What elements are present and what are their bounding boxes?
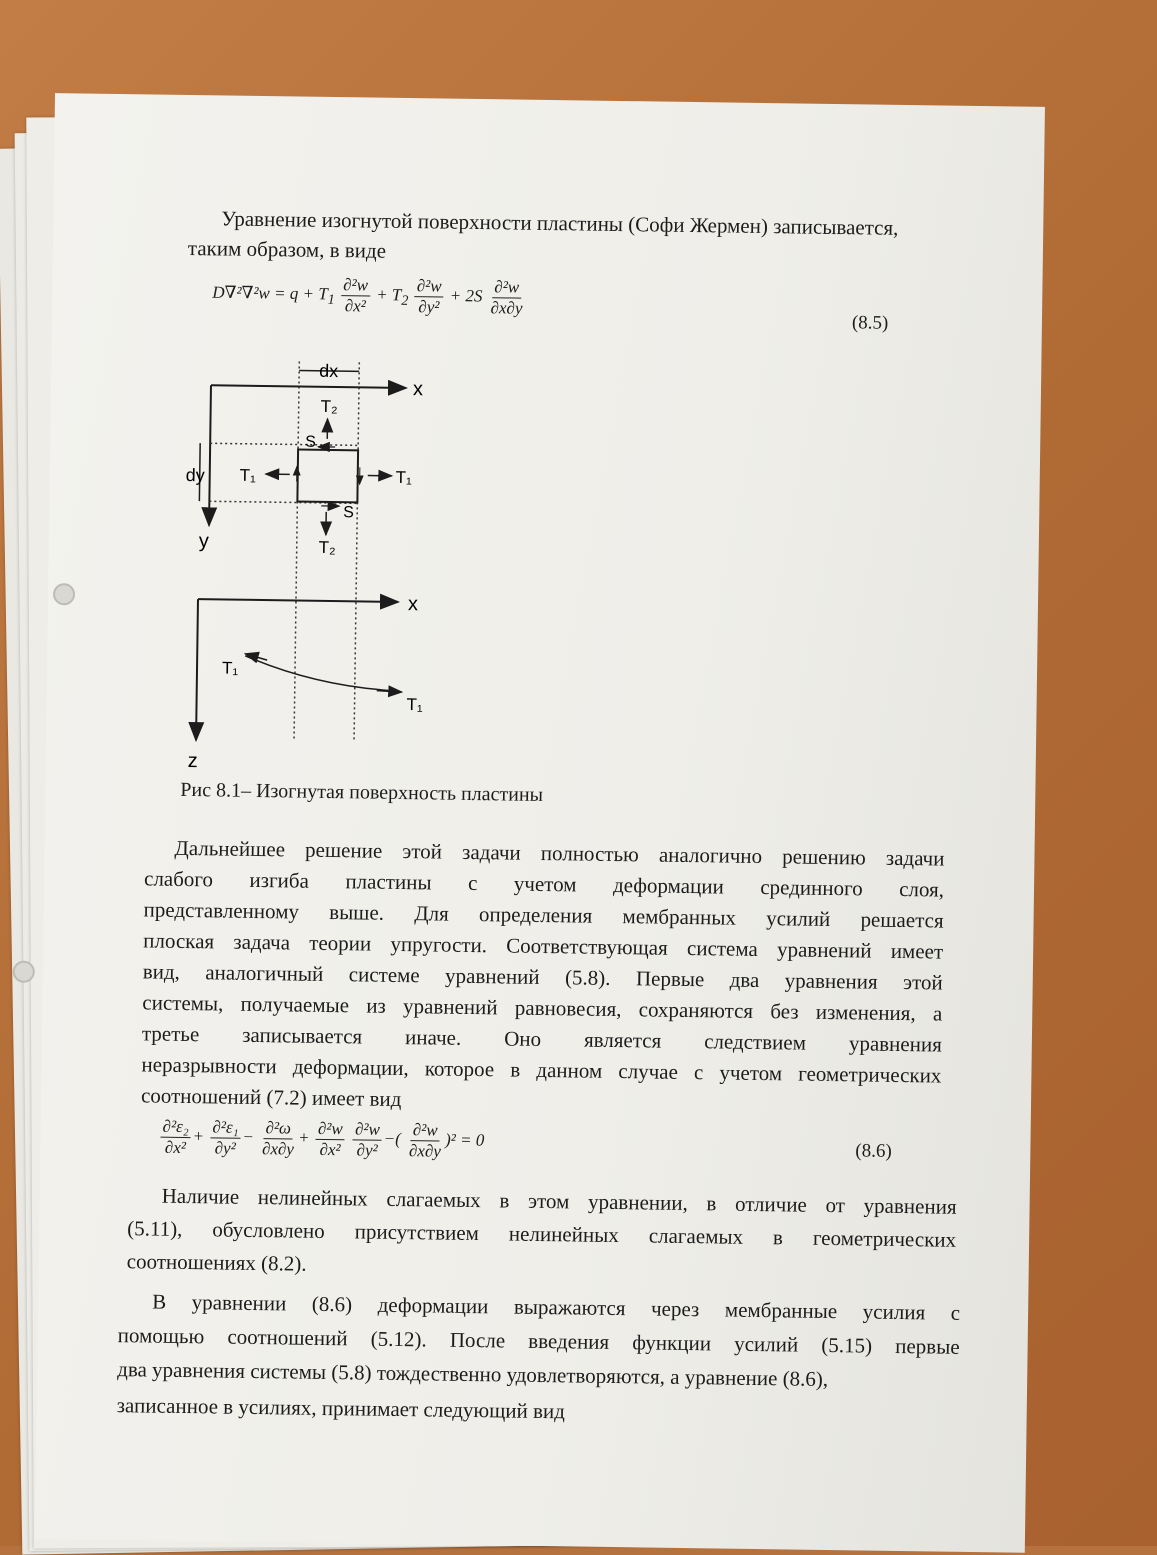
paragraph-line: соотношений (7.2) имеет вид [141,1080,402,1115]
paragraph-line: Наличие нелинейных слагаемых в этом уравнении, в отличие от уравнения [161,1181,956,1223]
s-bottom-label: S [343,504,354,521]
dx-label: dx [319,361,338,381]
paragraph-line: записанное в усилиях, принимает следующий вид [117,1390,566,1427]
t1-right-label: T₁ [396,468,413,487]
t1-left-label: T₁ [240,466,257,485]
t1-left-curve-label: T₁ [222,658,239,677]
y-axis-label: y [199,530,209,552]
binder-hole [53,583,75,605]
t2-top-label: T₂ [321,397,338,416]
intro-line: таким образом, в виде [188,233,387,267]
intro-line: Уравнение изогнутой поверхности пластины (Софи Жермен) записывается, [221,203,898,243]
figure-plate-diagram [196,355,532,780]
x-axis-label-bottom: x [408,593,418,615]
paragraph-line: неразрывности деформации, которое в данном случае с учетом геометрических [141,1049,941,1091]
equation-8-6: $\frac{\text{∂²ε₂}}{\text{∂x²}}$ + $\frac{\text{∂²ε₁}}{\text{∂y²}}$ − $\frac{\text{∂²ω}}{\partial x\partial y}$ + $\frac{\text{∂²w}}{\text{∂x²}}$ $\frac{\text{∂²w}}{\text{∂y²}}$ −( $\frac{\text{∂²w}}{\partial x\partial y}$ )² = 0 [158,1117,484,1163]
equation-number: (8.5) [852,312,889,335]
paragraph-line: вид, аналогичный системе уравнений (5.8). Первые два уравнения этой [143,956,943,998]
document-page [35,93,1045,1553]
paragraph-line: плоская задача теории упругости. Соответствующая система уравнений имеет [143,925,943,967]
paragraph-line: Дальнейшее решение этой задачи полностью аналогично решению задачи [174,833,944,875]
equation-number: (8.6) [855,1140,892,1163]
paragraph-line: два уравнения системы (5.8) тождественно удовлетворяются, а уравнение (8.6), [117,1354,828,1395]
paragraph-line: (5.11), обусловлено присутствием нелинейных слагаемых в геометрических [127,1213,956,1256]
figure-caption: Рис 8.1– Изогнутая поверхность пластины [180,779,543,807]
x-axis-label: x [413,378,423,400]
paragraph-line: помощью соотношений (5.12). После введения функции усилий (5.15) первые [117,1320,959,1363]
paragraph-line: соотношениях (8.2). [127,1246,307,1280]
paragraph-line: В уравнении (8.6) деформации выражаются через мембранные усилия с [152,1287,960,1329]
z-axis-label: z [188,750,198,772]
paragraph-line: системы, получаемые из уравнений равновесия, сохраняются без изменения, а [142,987,942,1029]
dy-label: dy [186,465,205,485]
equation-8-5: $D\nabla^2\nabla^2w = q + T_1$ $\frac{\text{∂²w}}{\text{∂x²}}$ + $T_2$ $\frac{\text{∂²w}}{\text{∂y²}}$ + 2S $\frac{\text{∂²w}}{\partial x\partial y}$ [212,273,527,318]
t2-bottom-label: T₂ [319,538,336,557]
paragraph-line: представленному выше. Для определения мембранных усилий решается [143,894,943,936]
paragraph-line: третье записывается иначе. Оно является следствием уравнения [142,1018,942,1060]
t1-right-curve-label: T₁ [406,695,423,714]
s-top-label: S [305,434,316,451]
paragraph-line: слабого изгиба пластины с учетом деформации срединного слоя, [144,863,944,905]
